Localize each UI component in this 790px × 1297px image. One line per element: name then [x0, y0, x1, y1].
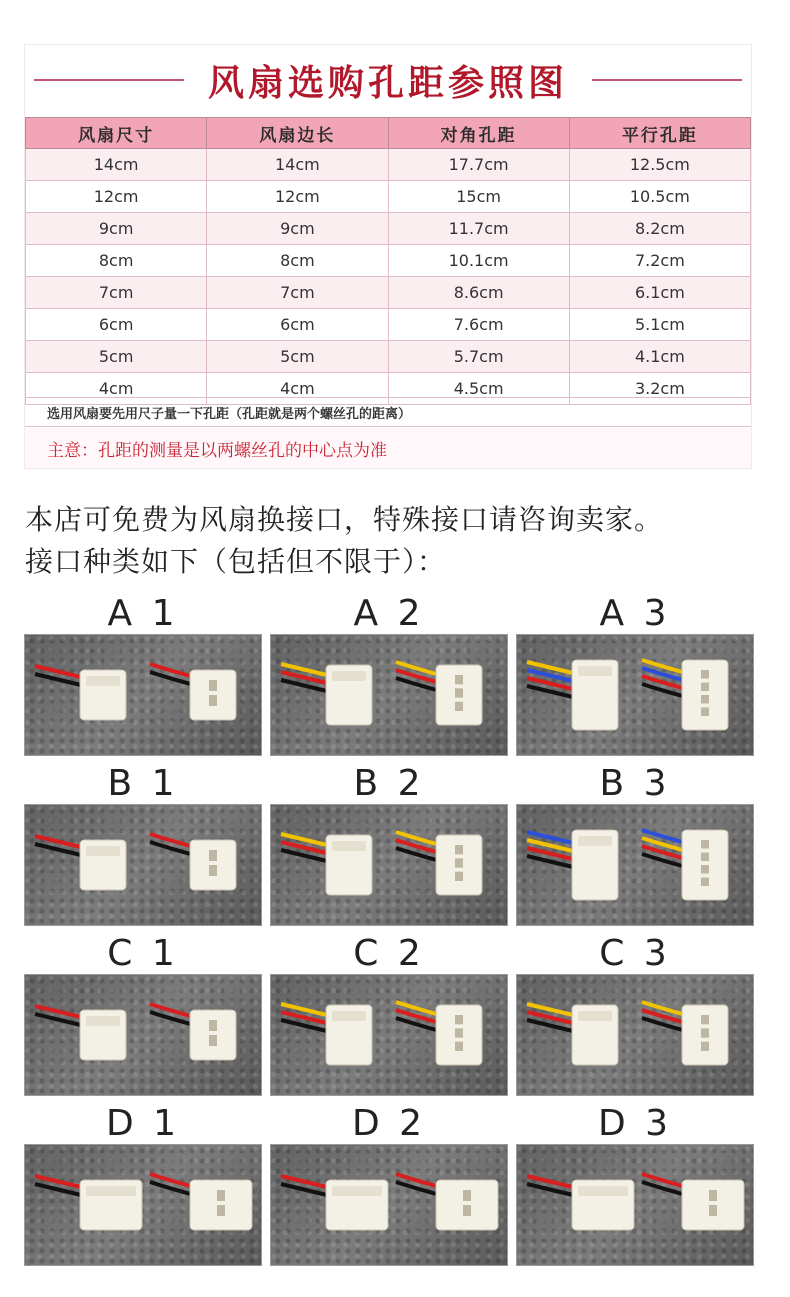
table-cell: 12.5cm — [569, 149, 750, 181]
pin-slot — [209, 1035, 217, 1046]
latch — [332, 1011, 366, 1021]
connector-label: C 2 — [353, 933, 425, 974]
pin-slot — [455, 1015, 463, 1024]
pin-slot — [455, 688, 463, 697]
table-cell: 4cm — [26, 373, 207, 405]
connector-photo — [24, 974, 262, 1096]
connector-photo — [24, 1144, 262, 1266]
pin-slot — [209, 680, 217, 691]
pin-slot — [217, 1205, 225, 1216]
connector-item — [516, 764, 754, 934]
hole-spacing-table — [25, 117, 751, 405]
hole-spacing-card — [25, 45, 751, 468]
pin-slot — [701, 708, 709, 717]
connector-photo — [270, 634, 508, 756]
latch — [578, 1011, 612, 1021]
table-cell: 4.5cm — [388, 373, 569, 405]
latch — [578, 836, 612, 846]
table-row — [26, 149, 751, 181]
pin-slot — [709, 1205, 717, 1216]
pin-slot — [455, 675, 463, 684]
connector-item — [270, 594, 508, 764]
latch — [332, 1186, 382, 1196]
connector-illustration — [25, 975, 261, 1095]
connector-illustration — [517, 635, 753, 755]
connector-item — [24, 594, 262, 764]
connector-illustration — [271, 975, 507, 1095]
pin-slot — [463, 1190, 471, 1201]
pin-slot — [701, 1042, 709, 1051]
table-header-row — [26, 118, 751, 149]
connector-photo — [270, 804, 508, 926]
pin-slot — [701, 695, 709, 704]
pin-slot — [463, 1205, 471, 1216]
connector-label: B 1 — [107, 763, 179, 804]
pin-slot — [701, 1015, 709, 1024]
table-cell: 4.1cm — [569, 341, 750, 373]
table-cell: 5cm — [26, 341, 207, 373]
connector-item — [516, 934, 754, 1104]
table-row — [26, 181, 751, 213]
pin-slot — [455, 1028, 463, 1037]
pin-slot — [701, 878, 709, 887]
latch — [332, 671, 366, 681]
table-cell: 7.2cm — [569, 245, 750, 277]
connector-item — [516, 1104, 754, 1274]
table-cell: 10.1cm — [388, 245, 569, 277]
connector-illustration — [25, 1145, 261, 1265]
connector-photo — [24, 634, 262, 756]
pin-slot — [209, 865, 217, 876]
table-cell: 9cm — [207, 213, 388, 245]
pin-slot — [701, 840, 709, 849]
latch — [86, 1016, 120, 1026]
connector-photo — [516, 974, 754, 1096]
table-cell: 15cm — [388, 181, 569, 213]
connector-photo — [516, 804, 754, 926]
pin-slot — [455, 845, 463, 854]
latch — [86, 1186, 136, 1196]
pin-slot — [455, 858, 463, 867]
table-cell: 8cm — [207, 245, 388, 277]
table-cell: 8cm — [26, 245, 207, 277]
connector-item — [24, 934, 262, 1104]
measure-note: 选用风扇要先用尺子量一下孔距（孔距就是两个螺丝孔的距离） — [25, 397, 751, 427]
service-description: 本店可免费为风扇换接口，特殊接口请咨询卖家。 — [25, 503, 664, 536]
table-cell: 11.7cm — [388, 213, 569, 245]
pin-slot — [209, 695, 217, 706]
connector-label: C 3 — [599, 933, 671, 974]
connector-photo — [516, 1144, 754, 1266]
connector-illustration — [271, 805, 507, 925]
card-title-bar — [25, 45, 751, 115]
table-cell: 12cm — [26, 181, 207, 213]
pin-slot — [701, 853, 709, 862]
latch — [578, 666, 612, 676]
table-cell: 6.1cm — [569, 277, 750, 309]
column-header: 对角孔距 — [388, 118, 569, 149]
table-cell: 14cm — [207, 149, 388, 181]
column-header: 风扇尺寸 — [26, 118, 207, 149]
table-row — [26, 277, 751, 309]
pin-slot — [455, 872, 463, 881]
connector-photo — [24, 804, 262, 926]
connector-types-heading: 接口种类如下（包括但不限于）： — [25, 545, 447, 578]
connector-illustration — [271, 1145, 507, 1265]
connector-photo — [270, 1144, 508, 1266]
connector-label: A 1 — [107, 593, 179, 634]
pin-slot — [701, 670, 709, 679]
latch — [578, 1186, 628, 1196]
connector-item — [24, 764, 262, 934]
table-cell: 10.5cm — [569, 181, 750, 213]
table-cell: 4cm — [207, 373, 388, 405]
pin-slot — [701, 683, 709, 692]
table-cell: 17.7cm — [388, 149, 569, 181]
table-row — [26, 309, 751, 341]
connector-item — [24, 1104, 262, 1274]
table-cell: 5.1cm — [569, 309, 750, 341]
pin-slot — [709, 1190, 717, 1201]
pin-slot — [701, 1028, 709, 1037]
title-divider-left — [34, 79, 184, 81]
connector-label: B 3 — [599, 763, 671, 804]
pin-slot — [209, 850, 217, 861]
pin-slot — [217, 1190, 225, 1201]
latch — [332, 841, 366, 851]
pin-slot — [209, 1020, 217, 1031]
table-cell: 7cm — [26, 277, 207, 309]
connector-label: A 3 — [599, 593, 671, 634]
connector-illustration — [25, 635, 261, 755]
connector-illustration — [517, 1145, 753, 1265]
table-row — [26, 213, 751, 245]
table-cell: 7.6cm — [388, 309, 569, 341]
table-cell: 6cm — [207, 309, 388, 341]
table-row — [26, 341, 751, 373]
connector-label: C 1 — [107, 933, 179, 974]
table-cell: 5.7cm — [388, 341, 569, 373]
latch — [86, 676, 120, 686]
table-cell: 8.6cm — [388, 277, 569, 309]
connector-label: D 3 — [597, 1103, 673, 1144]
card-title: 风扇选购孔距参照图 — [207, 62, 568, 104]
table-cell: 12cm — [207, 181, 388, 213]
table-cell: 3.2cm — [569, 373, 750, 405]
pin-slot — [701, 865, 709, 874]
latch — [86, 846, 120, 856]
column-header: 平行孔距 — [569, 118, 750, 149]
connector-illustration — [517, 805, 753, 925]
connector-label: A 2 — [353, 593, 425, 634]
connector-photo — [516, 634, 754, 756]
connector-label: D 1 — [105, 1103, 181, 1144]
table-cell: 9cm — [26, 213, 207, 245]
table-cell: 6cm — [26, 309, 207, 341]
connector-grid — [24, 594, 764, 1274]
table-cell: 7cm — [207, 277, 388, 309]
column-header: 风扇边长 — [207, 118, 388, 149]
pin-slot — [455, 1042, 463, 1051]
connector-label: B 2 — [353, 763, 425, 804]
connector-illustration — [25, 805, 261, 925]
connector-item — [270, 1104, 508, 1274]
connector-item — [270, 934, 508, 1104]
connector-item — [270, 764, 508, 934]
table-cell: 14cm — [26, 149, 207, 181]
connector-photo — [270, 974, 508, 1096]
connector-illustration — [517, 975, 753, 1095]
connector-item — [516, 594, 754, 764]
connector-illustration — [271, 635, 507, 755]
connector-label: D 2 — [351, 1103, 427, 1144]
pin-slot — [455, 702, 463, 711]
table-cell: 8.2cm — [569, 213, 750, 245]
title-divider-right — [592, 79, 742, 81]
table-row — [26, 245, 751, 277]
measure-warning: 主意：孔距的测量是以两螺丝孔的中心点为准 — [25, 428, 751, 468]
table-cell: 5cm — [207, 341, 388, 373]
